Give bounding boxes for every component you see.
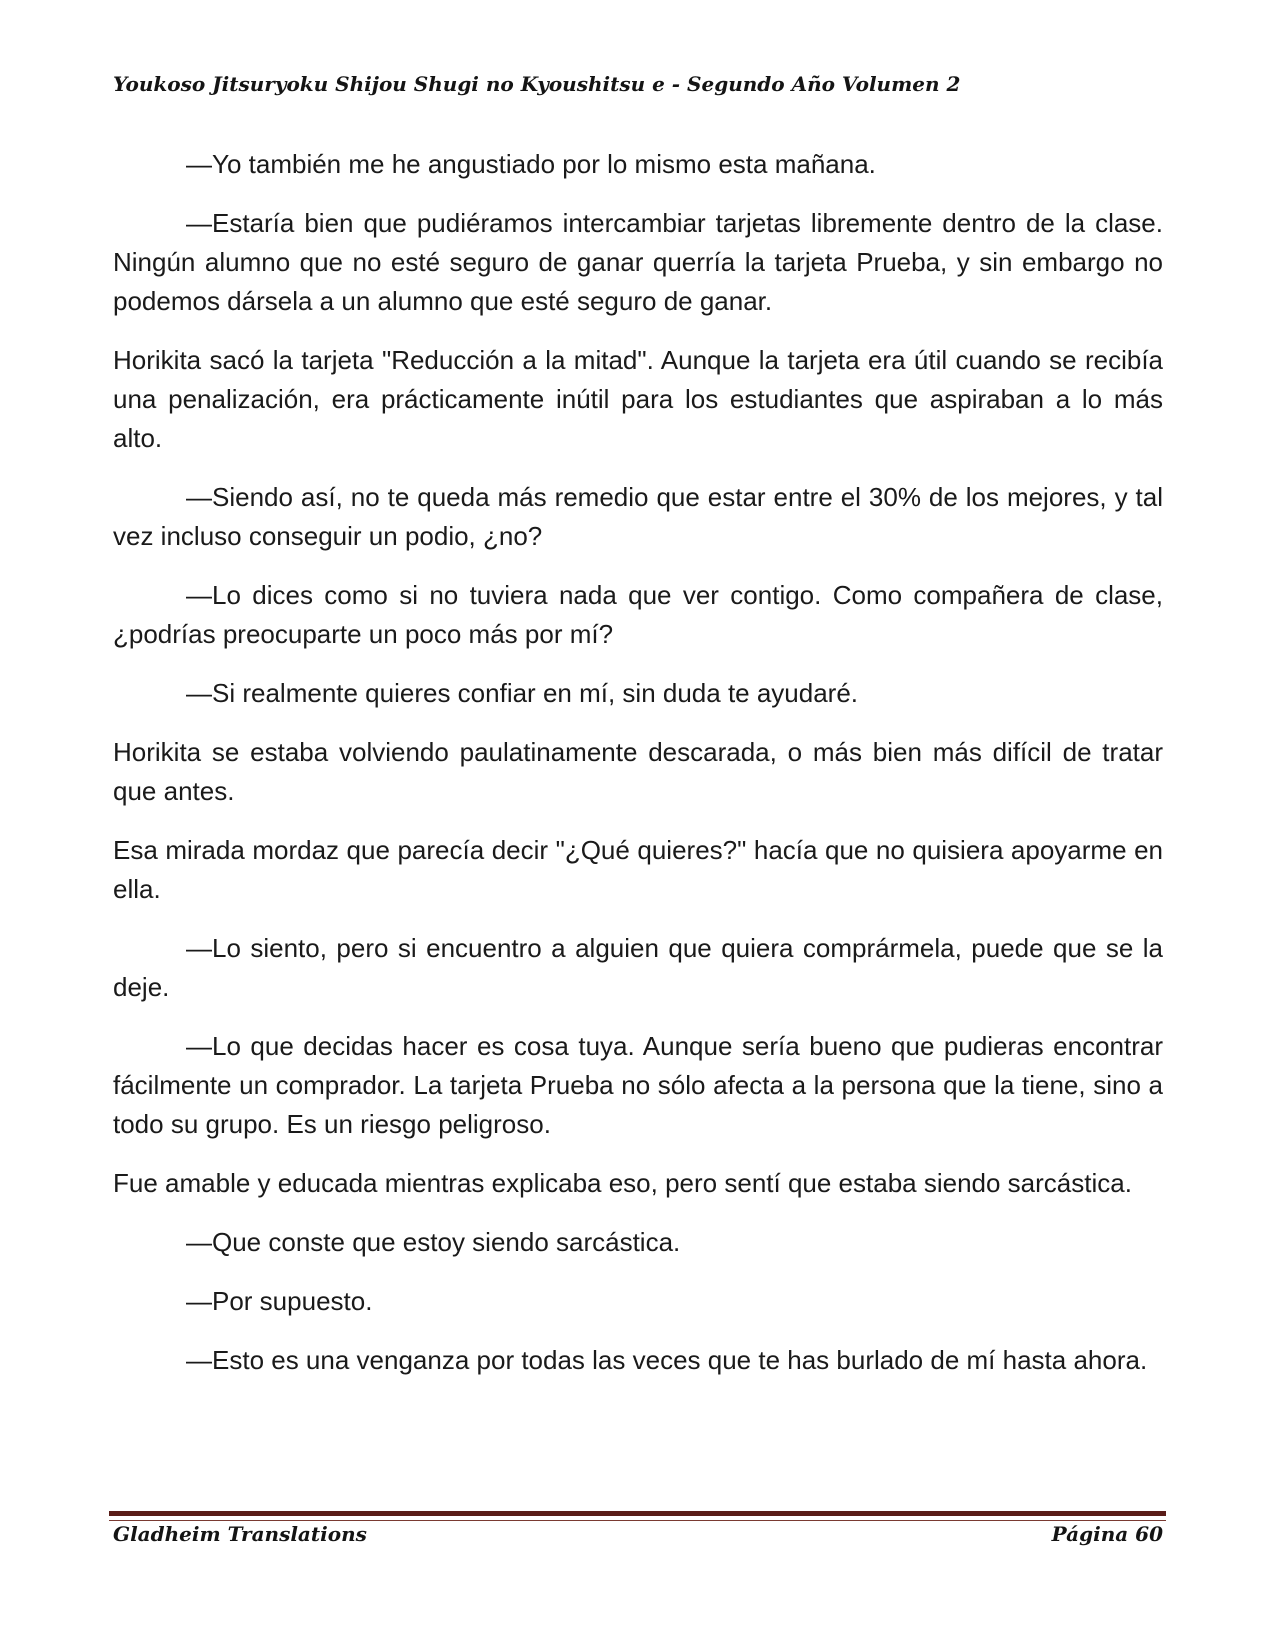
paragraph-dialogue: —Que conste que estoy siendo sarcástica. xyxy=(186,1227,681,1257)
footer-translator-credit: Gladheim Translations xyxy=(113,1522,367,1546)
paragraph-dialogue: —Si realmente quieres confiar en mí, sin duda te ayudaré. xyxy=(186,678,859,708)
paragraph-dialogue: —Por supuesto. xyxy=(186,1286,373,1316)
paragraph-dialogue: —Siendo así, no te queda más remedio que estar entre el 30% de los mejores, y tal vez incluso conseguir un podio, ¿no? xyxy=(113,482,1163,551)
paragraph-dialogue: —Lo que decidas hacer es cosa tuya. Aunque sería bueno que pudieras encontrar fácilmente un comprador. La tarjeta Prueba no sólo afecta a la persona que la tiene, sino a todo su grupo. Es un riesgo peligroso. xyxy=(113,1031,1163,1139)
paragraph-narration: Horikita se estaba volviendo paulatinamente descarada, o más bien más difícil de tratar que antes. xyxy=(113,737,1163,806)
footer-divider xyxy=(109,1511,1166,1516)
paragraph-dialogue: —Esto es una venganza por todas las veces que te has burlado de mí hasta ahora. xyxy=(186,1345,1148,1375)
paragraph-dialogue: —Lo dices como si no tuviera nada que ver contigo. Como compañera de clase, ¿podrías preocuparte un poco más por mí? xyxy=(113,580,1163,649)
paragraph-dialogue: —Estaría bien que pudiéramos intercambiar tarjetas libremente dentro de la clase. Ningún alumno que no esté seguro de ganar querría la tarjeta Prueba, y sin embargo no podemos dársela a un alumno que esté seguro de ganar. xyxy=(113,208,1163,316)
paragraph-narration: Horikita sacó la tarjeta "Reducción a la mitad". Aunque la tarjeta era útil cuando se recibía una penalización, era prácticamente inútil para los estudiantes que aspiraban a lo más alto. xyxy=(113,345,1163,453)
page-header-title: Youkoso Jitsuryoku Shijou Shugi no Kyoushitsu e - Segundo Año Volumen 2 xyxy=(113,72,961,96)
footer-page-number: Página 60 xyxy=(1051,1522,1163,1546)
footer-divider-thin xyxy=(109,1520,1166,1521)
paragraph-dialogue: —Lo siento, pero si encuentro a alguien que quiera comprármela, puede que se la deje. xyxy=(113,933,1163,1002)
paragraph-narration: Fue amable y educada mientras explicaba eso, pero sentí que estaba siendo sarcástica. xyxy=(113,1168,1132,1198)
paragraph-dialogue: —Yo también me he angustiado por lo mismo esta mañana. xyxy=(186,149,876,179)
paragraph-narration: Esa mirada mordaz que parecía decir "¿Qué quieres?" hacía que no quisiera apoyarme en ella. xyxy=(113,835,1163,904)
page-body xyxy=(113,145,1163,1400)
